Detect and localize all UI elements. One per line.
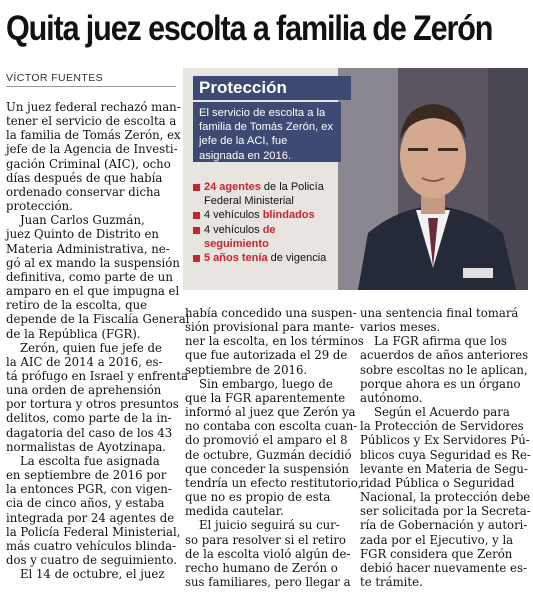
text-line: la Policía Federal Ministerial, (6, 524, 181, 539)
text-line: la AIC de 2014 a 2016, es- (6, 354, 163, 369)
text-line: debió hacer nuevamente es- (360, 560, 527, 575)
text-line: te trámite. (360, 574, 423, 589)
text-line: la familia de Tomás Zerón, ex (6, 128, 181, 143)
article-column-3 (360, 306, 531, 589)
infobox (183, 68, 528, 290)
text-line: no contaba con escolta cuan- (185, 419, 358, 434)
text-line: la entonces PGR, con vigen- (6, 482, 172, 497)
text-line: recho humano de Zerón o (185, 560, 338, 575)
text-line: más cuatro vehículos blinda- (6, 538, 177, 553)
portrait-photo (338, 68, 528, 290)
text-line: zada por el Ejecutivo, y la (360, 532, 514, 547)
text-line: autónomo. (360, 390, 423, 405)
article-paragraph (185, 306, 364, 377)
text-line: sus familiares, pero llegar a (185, 574, 351, 589)
text-line: había concedido una suspen- (185, 306, 357, 320)
text-line: La FGR afirma que los (374, 334, 507, 349)
text-line: Públicos y Ex Servidores Pú- (360, 433, 530, 448)
text-line: acuerdos de años anteriores (360, 348, 529, 363)
text-line: informó al juez que Zerón ya (185, 405, 356, 420)
text-line: septiembre de 2016. (185, 362, 308, 377)
text-line: dos y cuatro de seguimiento. (6, 553, 177, 567)
article-column-1 (6, 100, 190, 582)
text-line: integrada por 24 agentes de (6, 510, 175, 525)
infobox-item: 4 vehículos blindados (193, 208, 343, 222)
text-line: amparo en el que impugna el (6, 284, 180, 299)
text-line: delitos, como parte de la in- (6, 411, 172, 426)
text-line: medida cautelar. (185, 504, 284, 519)
text-line: La escolta fue asignada (20, 453, 160, 468)
text-line: sión provisional para mante- (185, 320, 355, 335)
text-line: tá prófugo en Israel y enfrenta (6, 368, 189, 383)
text-line: juez Quinto de Distrito en (6, 227, 159, 242)
text-line: jefe de la Agencia de Investi- (6, 142, 178, 157)
article-column-2 (185, 306, 364, 589)
text-line: definitiva, como parte de un (6, 269, 173, 284)
text-line: la Protección de Servidores (360, 419, 524, 434)
text-line: días después de que había (6, 170, 163, 185)
infobox-list (193, 180, 343, 265)
text-line: ser solicitada por la Secreta- (360, 504, 531, 519)
text-line: tendría un efecto restitutorio, (185, 475, 362, 490)
text-line: gó al ex mando la suspensión (6, 255, 180, 270)
text-line: en septiembre de 2016 por (6, 468, 167, 483)
text-line: ría de Gobernación y autori- (360, 518, 528, 533)
text-line: ner la escolta, en los términos (185, 334, 364, 349)
text-line: FGR considera que Zerón (360, 546, 513, 561)
text-line: blicos cuya Seguridad es Re- (360, 447, 531, 462)
text-line: que no es propio de esta (185, 490, 331, 505)
article-paragraph (6, 100, 181, 214)
byline: VÍCTOR FUENTES (6, 72, 103, 84)
infobox-description: El servicio de escolta a la familia de Tomás Zerón, ex jefe de la ACI, fue asignada en 2016. (193, 102, 341, 162)
text-line: Sin embargo, luego de (199, 376, 333, 391)
text-line: Un juez federal rechazó man- (6, 100, 181, 114)
byline-divider (6, 86, 176, 87)
text-line: levante en Materia de Segu- (360, 461, 528, 476)
article-paragraph (6, 567, 170, 581)
text-line: de la escolta violó algún de- (185, 546, 351, 561)
article-paragraph (6, 453, 181, 567)
text-line: que fue autorizada el 29 de (185, 348, 348, 363)
text-line: so para resolver si el retiro (185, 532, 346, 547)
text-line: que conceder la suspensión (185, 461, 350, 476)
text-line: retiro de la escolta, que (6, 298, 148, 313)
text-line: Juan Carlos Guzmán, (20, 213, 145, 228)
text-line: ordenado conservar dicha (6, 184, 161, 199)
text-line: ridad Pública o Seguridad (360, 475, 515, 490)
text-line: El juicio seguirá su cur- (199, 518, 340, 533)
infobox-item: 5 años tenía de vigencia (193, 251, 343, 265)
text-line: do promovió el amparo el 8 (185, 433, 348, 448)
infobox-item: 4 vehículos de seguimiento (193, 223, 343, 251)
article-paragraph (6, 340, 189, 454)
text-line: Materia Administrativa, ne- (6, 241, 170, 256)
text-line: cia de cinco años, y estaba (6, 496, 165, 511)
article-paragraph (6, 213, 190, 341)
text-line: tener el servicio de escolta a (6, 114, 177, 129)
article-paragraph (360, 306, 526, 334)
article-paragraph (360, 334, 529, 405)
text-line: de la República (FGR). (6, 326, 141, 341)
text-line: una orden de aprehensión (6, 383, 162, 398)
text-line: protección. (6, 199, 73, 214)
text-line: depende de la Fiscalía General (6, 312, 190, 327)
text-line: una sentencia final tomará (360, 306, 519, 320)
text-line: El 14 de octubre, el juez (20, 567, 165, 582)
text-line: dagatoria del caso de los 43 (6, 425, 173, 440)
text-line: sobre escoltas no le aplican, (360, 362, 528, 377)
article-paragraph (360, 405, 531, 589)
text-line: por tortura y otros presuntos (6, 397, 179, 412)
text-line: porque ahora es un órgano (360, 376, 521, 391)
article-paragraph (185, 518, 351, 589)
text-line: de octubre, Guzmán decidió (185, 447, 352, 462)
text-line: Zerón, quien fue jefe de (20, 340, 162, 355)
text-line: varios meses. (360, 320, 441, 335)
text-line: Según el Acuerdo para (374, 405, 510, 420)
infobox-item: 24 agentes de la Policía Federal Ministerial (193, 180, 343, 208)
text-line: que la FGR aparentemente (185, 390, 346, 405)
text-line: gación Criminal (AIC), ocho (6, 156, 171, 171)
article-paragraph (185, 376, 362, 519)
text-line: normalistas de Ayotzinapa. (6, 439, 167, 454)
infobox-title: Protección (193, 76, 351, 100)
text-line: Nacional, la protección debe (360, 490, 531, 505)
headline: Quita juez escolta a familia de Zerón (6, 8, 493, 48)
